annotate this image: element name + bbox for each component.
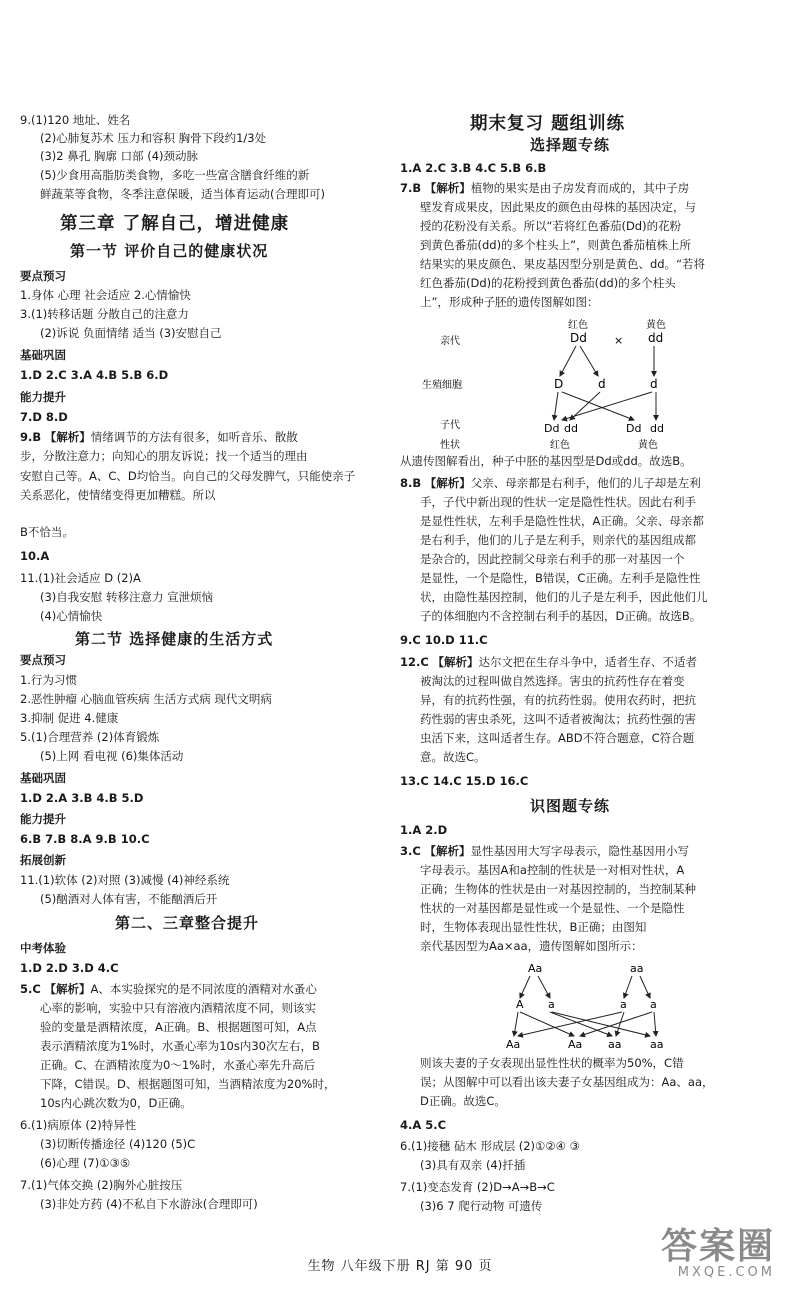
d2-parent-1: Aa [528, 962, 543, 975]
d1-gamete-1: D [554, 377, 564, 391]
watermark-logo [661, 1218, 775, 1280]
d2-child-4: aa [650, 1038, 664, 1050]
d2-parent-2: aa [630, 962, 644, 975]
sec1-q9-label: 9.B [20, 430, 42, 444]
r-q1-6: 1.A 2.C 3.B 4.C 5.B 6.B [400, 161, 547, 175]
sec2-yaodian-2: 2.恶性肿瘤 心脑血管疾病 生活方式病 现代文明病 [20, 692, 272, 706]
sec2-yaodian-head: 要点预习 [20, 653, 66, 667]
genetic-diagram-1 [420, 316, 720, 452]
sec3-q6-3: (6)心理 (7)①③⑤ [40, 1156, 131, 1170]
r-q8-rest-7: 子的体细胞内不含控制右利手的基因，D正确。故选B。 [420, 609, 702, 623]
sec2-yaodian-4: 5.(1)合理营养 (2)体育锻炼 [20, 730, 160, 744]
r-q12-rest-1: 被淘汰的过程叫做自然选择。害虫的抗药性存在着变 [420, 674, 685, 688]
r-q12 [400, 654, 697, 671]
r-id-q3-label: 3.C [400, 844, 421, 858]
r-q7 [400, 180, 689, 197]
sec3-zhongkao-head: 中考体验 [20, 941, 66, 955]
d2-arrow-p2-g3 [624, 976, 632, 998]
r-q8-rest-4: 是杂合的，因此控制父母亲右利手的那一对基因一个 [420, 552, 685, 566]
right-sub1-title: 选择题专练 [530, 136, 611, 154]
r-q7-rest-3: 到黄色番茄(dd)的多个柱头上”，则黄色番茄植株上所 [420, 238, 692, 252]
sec2-tuozhan-2: (5)酗酒对人体有害，不能酗酒后开 [40, 892, 218, 906]
d1-child-2: dd [564, 422, 578, 435]
d2-arrow-7 [580, 1012, 652, 1036]
r-id-q3-rest-2: 正确；生物体的性状是由一对基因控制的，当控制某种 [420, 882, 696, 896]
d1-row-gamete: 生殖细胞 [422, 380, 462, 391]
d1-parent-color-right: 黄色 [646, 320, 666, 331]
r-id-q3-rest-3: 性状的一对基因都是显性或一个是显性、一个是隐性 [420, 901, 685, 915]
d2-child-3: aa [608, 1038, 622, 1050]
r-q12-rest-2: 异，有的抗药性强，有的抗药性弱。使用农药时，把抗 [420, 693, 696, 707]
sec1-q9-rest-3: B不恰当。 [20, 525, 74, 539]
section2-title: 第二节 选择健康的生活方式 [75, 630, 274, 648]
sec1-nengli-head: 能力提升 [20, 390, 66, 404]
r-id-q3-after-1: 则该夫妻的子女表现出显性性状的概率为50%，C错 [420, 1056, 684, 1070]
d1-arrow-g1-c1 [554, 392, 558, 420]
sec3-q5-jiexi: 【解析】 [44, 982, 91, 996]
sec2-yaodian-1: 1.行为习惯 [20, 673, 77, 687]
r-id-q3-rest-5: 亲代基因型为Aa×aa，遗传图解如图所示： [420, 939, 643, 953]
d1-row-child: 子代 [440, 420, 460, 431]
d1-parent-color-left: 红色 [568, 320, 588, 331]
sec1-q9-rest-2: 安慰自己等。A、C、D均恰当。向自己的父母发脾气，只能使亲子关系恶化，使情绪变得更加糟糕。所以 [20, 469, 356, 502]
d1-gamete-2: d [598, 377, 606, 391]
section3-title: 第二、三章整合提升 [115, 914, 260, 932]
d1-cross: × [614, 334, 624, 347]
sec1-yaodian-3: (2)诉说 负面情绪 适当 (3)安慰自己 [40, 326, 222, 340]
section1-title: 第一节 评价自己的健康状况 [70, 242, 269, 260]
sec3-q5-rest-1: 心率的影响，实验中只有溶液内酒精浓度不同，则该实 [40, 1001, 316, 1015]
sec3-q5-first: A、本实验探究的是不同浓度的酒精对水蚤心 [90, 982, 317, 996]
r-id-q4-5: 4.A 5.C [400, 1118, 447, 1132]
r-q8-rest-1: 手，子代中新出现的性状一定是隐性性状。因此右利手 [420, 495, 696, 509]
page-footer: 生物 八年级下册 RJ 第 90 页 [307, 1259, 493, 1274]
sec3-q5-rest-3: 表示酒精浓度为1%时，水蚤心率为10s内30次左右，B [40, 1039, 320, 1053]
sec3-q5-rest-4: 正确。C、在酒精浓度为0～1%时，水蚤心率先升高后 [40, 1058, 316, 1072]
d2-arrow-5 [518, 1012, 622, 1036]
d1-arrow-p1-g1 [560, 346, 576, 376]
r-id-q6-2: (3)具有双亲 (4)扦插 [420, 1158, 526, 1172]
r-id-q6-1: 6.(1)接穗 砧木 形成层 (2)①②④ ③ [400, 1139, 580, 1153]
d2-arrow-p2-g4 [640, 976, 650, 998]
sec1-q9 [20, 429, 298, 446]
r-q8-first: 父亲、母亲都是右利手，他们的儿子却是左利 [470, 476, 701, 490]
sec1-yaodian-1: 1.身体 心理 社会适应 2.心情愉快 [20, 288, 191, 302]
d2-child-1: Aa [506, 1038, 521, 1050]
d1-child-1: Dd [544, 422, 560, 435]
r-q8-rest-3: 是右利手，他们的儿子是左利手，则亲代的基因组成都 [420, 533, 696, 547]
sec1-q9-jiexi: 【解析】 [44, 430, 91, 444]
d1-row-parent: 亲代 [440, 336, 460, 347]
r-id-q3-after-2: 误；从图解中可以看出该夫妻子女基因组成为：Aa、aa， [420, 1075, 714, 1089]
d1-arrow-p1-g2 [580, 346, 598, 376]
r-q13-16: 13.C 14.C 15.D 16.C [400, 774, 529, 788]
d2-gamete-4: a [650, 998, 657, 1011]
sec3-q5-rest-6: 10s内心跳次数为0，D正确。 [40, 1096, 192, 1110]
d1-gamete-3: d [650, 377, 658, 391]
d1-child-3: Dd [626, 422, 642, 435]
r-q9-11: 9.C 10.D 11.C [400, 633, 488, 647]
sec3-q7-2: (3)非处方药 (4)不私自下水游泳(合理即可) [40, 1197, 258, 1211]
q9-line-3: (3)2 鼻孔 胸廓 口部 (4)颈动脉 [40, 149, 199, 163]
sec1-jichu-head: 基础巩固 [20, 348, 66, 362]
r-id-q3 [400, 843, 689, 860]
sec1-q11-3: (4)心情愉快 [40, 609, 103, 623]
sec2-yaodian-5: (5)上网 看电视 (6)集体活动 [40, 749, 184, 763]
q9-line-1: 9.(1)120 地址、姓名 [20, 113, 131, 127]
r-q7-rest-6: 上”，形成种子胚的遗传图解如图： [420, 295, 599, 309]
d1-trait-right: 黄色 [638, 440, 658, 451]
sec2-jichu-head: 基础巩固 [20, 771, 66, 785]
sec1-q11-2: (3)自我安慰 转移注意力 宣泄烦恼 [40, 590, 214, 604]
r-id-q3-jiexi: 【解析】 [424, 844, 471, 858]
genetic-diagram-2 [500, 960, 700, 1050]
r-q7-after: 从遗传图解看出，种子中胚的基因型是Dd或dd。故选B。 [400, 454, 692, 468]
r-q8-rest-6: 状，由隐性基因控制，他们的儿子是左利手，因此他们儿 [420, 590, 708, 604]
d1-child-4: dd [650, 422, 664, 435]
r-id-q7-1: 7.(1)变态发育 (2)D→A→B→C [400, 1180, 555, 1194]
sec3-zhongkao-answers: 1.D 2.D 3.D 4.C [20, 961, 119, 975]
d2-arrow-8 [654, 1012, 656, 1036]
r-q7-rest-5: 红色番茄(Dd)的花粉授到黄色番茄(dd)的多个柱头 [420, 276, 676, 290]
r-q7-first: 植物的果实是由子房发育而成的，其中子房 [470, 181, 690, 195]
d2-arrow-p1-g2 [538, 976, 550, 998]
sec2-nengli-head: 能力提升 [20, 812, 66, 826]
r-q7-rest-2: 授的花粉没有关系。所以“若将红色番茄(Dd)的花粉 [420, 219, 682, 233]
r-q8 [400, 475, 701, 492]
sec1-q9-first: 情绪调节的方法有很多，如听音乐、散散 [90, 430, 298, 444]
r-q12-rest-4: 虫活下来，这叫适者生存。ABD不符合题意，C符合题 [420, 731, 695, 745]
r-id-q1-2: 1.A 2.D [400, 823, 448, 837]
sec2-tuozhan-head: 拓展创新 [20, 853, 66, 867]
r-q7-label: 7.B [400, 181, 422, 195]
right-main-title: 期末复习 题组训练 [470, 114, 626, 134]
sec2-nengli-answers: 6.B 7.B 8.A 9.B 10.C [20, 832, 150, 846]
r-id-q7-2: (3)6 7 爬行动物 可遗传 [420, 1199, 543, 1213]
d2-gamete-1: A [516, 998, 524, 1011]
sec1-yaodian-head: 要点预习 [20, 269, 66, 283]
r-q7-rest-1: 壁发育成果皮，因此果皮的颜色由母株的基因决定，与 [420, 200, 696, 214]
r-q12-rest-5: 意。故选C。 [420, 750, 486, 764]
watermark-url: MXQE.COM [677, 1265, 775, 1280]
r-q12-label: 12.C [400, 655, 429, 669]
q9-line-4: (5)少食用高脂肪类食物，多吃一些富含膳食纤维的新 [40, 168, 310, 182]
r-id-q3-rest-1: 字母表示。基因A和a控制的性状是一对相对性状，A [420, 863, 685, 877]
d1-parent-left: Dd [570, 331, 587, 345]
r-q7-jiexi: 【解析】 [424, 181, 471, 195]
r-q8-jiexi: 【解析】 [424, 476, 471, 490]
d1-row-trait: 性状 [440, 440, 460, 451]
r-q12-jiexi: 【解析】 [432, 655, 479, 669]
sec1-q10: 10.A [20, 549, 50, 563]
sec2-tuozhan-1: 11.(1)软体 (2)对照 (3)减慢 (4)神经系统 [20, 873, 230, 887]
r-q7-rest-4: 结果实的果皮颜色、果皮基因型分别是黄色、dd。“若将 [420, 257, 706, 271]
sec2-yaodian-3: 3.抑制 促进 4.健康 [20, 711, 119, 725]
d2-arrow-p1-g1 [520, 976, 530, 998]
q9-line-2: (2)心肺复苏术 压力和容积 胸骨下段约1/3处 [40, 131, 267, 145]
r-id-q3-rest-4: 时，生物体表现出显性性状，B正确；由图知 [420, 920, 647, 934]
sec3-q6-2: (3)切断传播途径 (4)120 (5)C [40, 1137, 196, 1151]
chapter-title: 第三章 了解自己，增进健康 [60, 214, 290, 234]
q9-line-5: 鲜蔬菜等食物，冬季注意保暖，适当体育运动(合理即可) [40, 187, 325, 201]
d2-gamete-3: a [620, 998, 627, 1011]
sec3-q5-rest-5: 下降，C错误。D、根据题图可知，当酒精浓度为20%时， [40, 1077, 336, 1091]
sec3-q7-1: 7.(1)气体交换 (2)胸外心脏按压 [20, 1178, 183, 1192]
d1-parent-right: dd [648, 331, 664, 345]
r-q8-label: 8.B [400, 476, 422, 490]
sec3-q5-rest-2: 验的变量是酒精浓度，A正确。B、根据题图可知，A点 [40, 1020, 317, 1034]
d1-trait-left: 红色 [550, 440, 570, 451]
sec1-nengli-answers: 7.D 8.D [20, 410, 68, 424]
r-id-q3-after-3: D正确。故选C。 [420, 1094, 506, 1108]
r-id-q3-first: 显性基因用大写字母表示，隐性基因用小写 [470, 844, 689, 858]
watermark-text: 答案圈 [660, 1226, 775, 1267]
r-q12-first: 达尔文把在生存斗争中，适者生存、不适者 [478, 655, 697, 669]
r-q12-rest-3: 药性弱的害虫杀死，这叫不适者被淘汰；抗药性强的害 [420, 712, 696, 726]
sec3-q5 [20, 981, 317, 998]
r-q8-rest-5: 是显性，一个是隐性，B错误，C正确。左利手是隐性性 [420, 571, 701, 585]
right-sub2-title: 识图题专练 [530, 797, 611, 815]
d2-child-2: Aa [568, 1038, 583, 1050]
sec3-q6-1: 6.(1)病原体 (2)特异性 [20, 1118, 137, 1132]
sec1-q11-1: 11.(1)社会适应 D (2)A [20, 571, 141, 585]
r-q8-rest-2: 是显性性状，左利手是隐性性状，A正确。父亲、母亲都 [420, 514, 704, 528]
sec2-jichu-answers: 1.D 2.A 3.B 4.B 5.D [20, 791, 144, 805]
sec3-q5-label: 5.C [20, 982, 41, 996]
d2-arrow-1 [514, 1012, 518, 1036]
d1-arrow-g3-c1 [562, 392, 652, 420]
sec1-yaodian-2: 3.(1)转移话题 分散自己的注意力 [20, 307, 189, 321]
d1-arrow-g1-c3 [562, 392, 634, 420]
sec1-q9-rest-1: 步，分散注意力；向知心的朋友诉说；找一个适当的理由 [20, 449, 308, 463]
sec1-jichu-answers: 1.D 2.C 3.A 4.B 5.B 6.D [20, 368, 169, 382]
d2-gamete-2: a [548, 998, 555, 1011]
